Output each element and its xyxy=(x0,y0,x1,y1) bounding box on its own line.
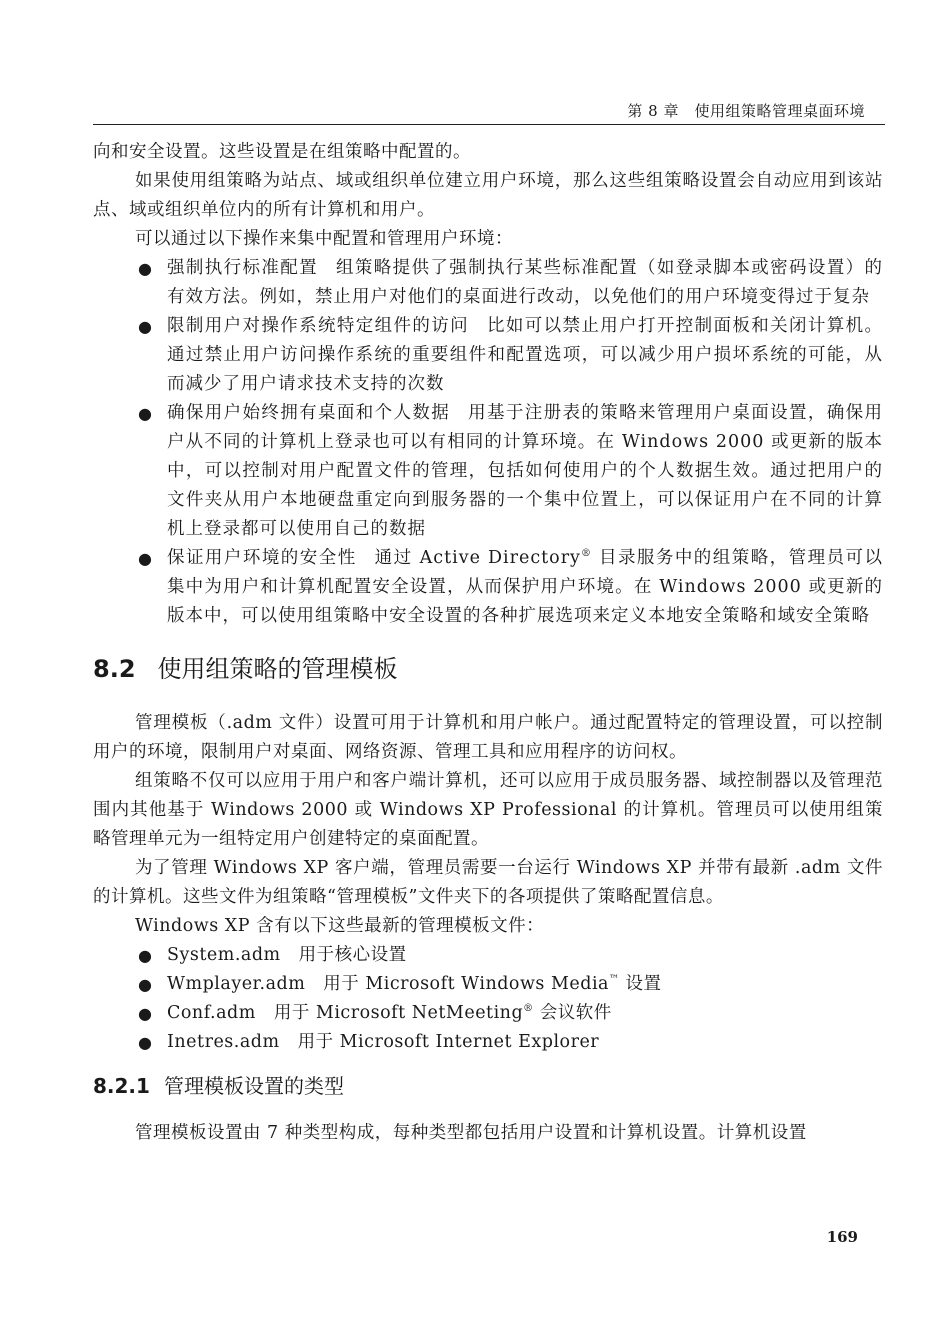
page-number: 169 xyxy=(826,1228,858,1246)
paragraph: 为了管理 Windows XP 客户端，管理员需要一台运行 Windows XP 并带有最新 .adm 文件的计算机。这些文件为组策略“管理模板”文件夹下的各项提供了策略配置信息。 xyxy=(93,858,883,907)
header-divider xyxy=(93,124,885,125)
paragraph: 管理模板（.adm 文件）设置可用于计算机和用户帐户。通过配置特定的管理设置，可以控制用户的环境，限制用户对桌面、网络资源、管理工具和应用程序的访问权。 xyxy=(93,713,883,762)
section-heading xyxy=(93,651,883,687)
list-item xyxy=(93,399,883,544)
file-description: 会议软件 xyxy=(533,1003,612,1023)
file-list xyxy=(93,941,883,1057)
file-description: 用于核心设置 xyxy=(298,945,407,965)
list-item xyxy=(93,999,883,1028)
list-item-text: 用基于注册表的策略来管理用户桌面设置，确保用户从不同的计算机上登录也可以有相同的计算环境。在 Windows 2000 或更新的版本中，可以控制对用户配置文件的管理，包括如何使用户的个人数据生效。通过把用户的文件夹从用户本地硬盘重定向到服务器的一个集中位置上，可以保证用户在不同的计算机上登录都可以使用自己的数据 xyxy=(167,403,883,539)
page-body xyxy=(93,138,883,1148)
trademark-mark: ™ xyxy=(608,974,620,986)
paragraph: 可以通过以下操作来集中配置和管理用户环境： xyxy=(135,229,513,249)
list-item-lead: 确保用户始终拥有桌面和个人数据 xyxy=(167,403,451,423)
bullet-icon: ● xyxy=(138,975,153,994)
paragraph: 如果使用组策略为站点、域或组织单位建立用户环境，那么这些组策略设置会自动应用到该站点、域或组织单位内的所有计算机和用户。 xyxy=(93,171,883,220)
file-description: 用于 Microsoft NetMeeting xyxy=(273,1003,524,1023)
bullet-icon: ● xyxy=(138,549,153,568)
section-number: 8.2 xyxy=(93,655,136,683)
subsection-title: 管理模板设置的类型 xyxy=(163,1074,344,1098)
bullet-icon: ● xyxy=(138,317,153,336)
bullet-list xyxy=(93,254,883,631)
subsection-number: 8.2.1 xyxy=(93,1074,150,1098)
running-header: 第 8 章 使用组策略管理桌面环境 xyxy=(627,102,865,120)
list-item xyxy=(93,941,883,970)
list-item-text: 目录服务中的组策略，管理员可以集中为用户和计算机配置安全设置，从而保护用户环境。在 Windows 2000 或更新的版本中，可以使用组策略中安全设置的各种扩展选项来定义本地安全策略和域安全策略 xyxy=(167,548,884,626)
file-name: Inetres.adm xyxy=(167,1032,280,1052)
list-item xyxy=(93,254,883,312)
list-item-text: 通过 Active Directory xyxy=(374,548,581,568)
bullet-icon: ● xyxy=(138,1004,153,1023)
registered-mark: ® xyxy=(580,548,592,560)
bullet-icon: ● xyxy=(138,946,153,965)
list-item xyxy=(93,544,883,631)
bullet-icon: ● xyxy=(138,1033,153,1052)
list-item-lead: 强制执行标准配置 xyxy=(167,258,318,278)
file-description: 设置 xyxy=(619,974,662,994)
list-item-text: 组策略提供了强制执行某些标准配置（如登录脚本或密码设置）的有效方法。例如，禁止用户对他们的桌面进行改动，以免他们的用户环境变得过于复杂 xyxy=(167,258,883,307)
file-name: Wmplayer.adm xyxy=(167,974,306,994)
bullet-icon: ● xyxy=(138,259,153,278)
file-name: System.adm xyxy=(167,945,281,965)
paragraph: 组策略不仅可以应用于用户和客户端计算机，还可以应用于成员服务器、域控制器以及管理范围内其他基于 Windows 2000 或 Windows XP Professional 的计算机。管理员可以使用组策略管理单元为一组特定用户创建特定的桌面配置。 xyxy=(93,771,883,849)
subsection-heading xyxy=(93,1071,883,1101)
bullet-icon: ● xyxy=(138,404,153,423)
list-item xyxy=(93,312,883,399)
file-name: Conf.adm xyxy=(167,1003,256,1023)
paragraph: Windows XP 含有以下这些最新的管理模板文件： xyxy=(135,916,545,936)
file-description: 用于 Microsoft Windows Media xyxy=(323,974,609,994)
paragraph: 管理模板设置由 7 种类型构成，每种类型都包括用户设置和计算机设置。计算机设置 xyxy=(135,1123,807,1143)
list-item xyxy=(93,970,883,999)
list-item-lead: 保证用户环境的安全性 xyxy=(167,548,357,568)
list-item-text: 比如可以禁止用户打开控制面板和关闭计算机。通过禁止用户访问操作系统的重要组件和配置选项，可以减少用户损坏系统的可能，从而减少了用户请求技术支持的次数 xyxy=(167,316,883,394)
paragraph: 向和安全设置。这些设置是在组策略中配置的。 xyxy=(93,142,471,162)
list-item-lead: 限制用户对操作系统特定组件的访问 xyxy=(167,316,469,336)
registered-mark: ® xyxy=(523,1003,534,1015)
file-description: 用于 Microsoft Internet Explorer xyxy=(297,1032,600,1052)
list-item xyxy=(93,1028,883,1057)
section-title: 使用组策略的管理模板 xyxy=(157,655,398,683)
